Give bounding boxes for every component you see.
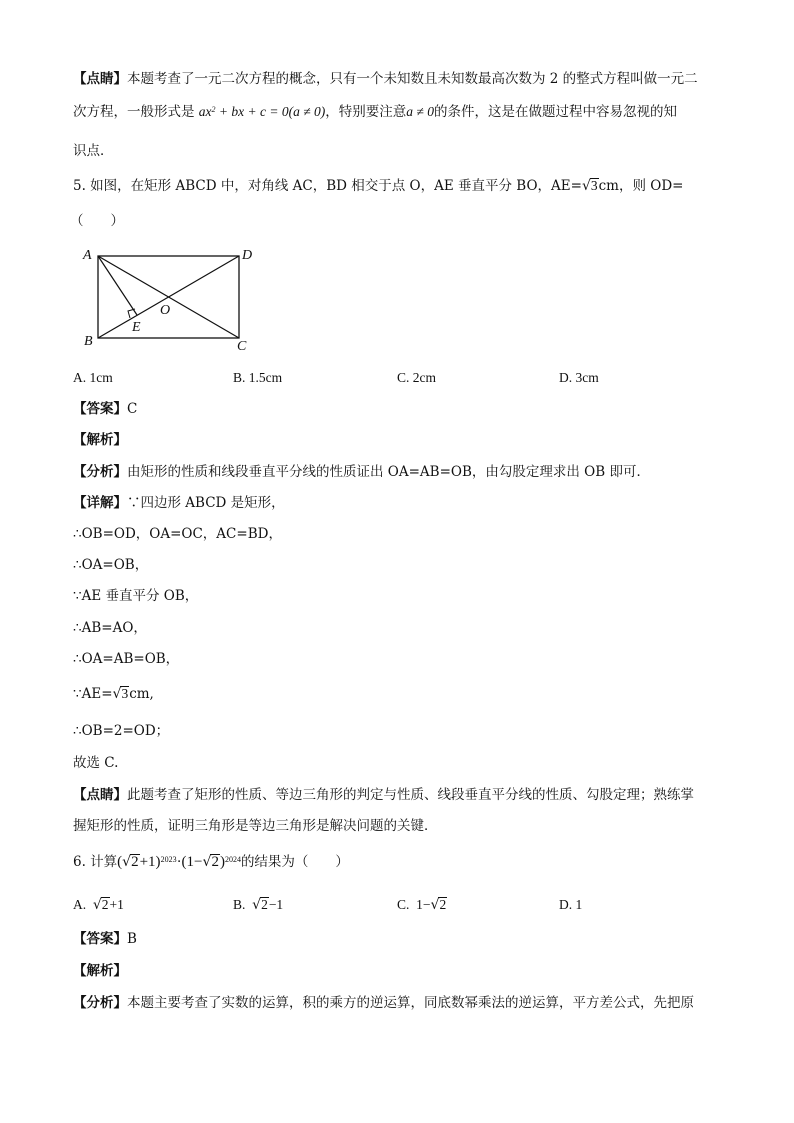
q5-fenxi: 【分析】由矩形的性质和线段垂直平分线的性质证出 OA=AB=OB，由勾股定理求出 OB 即可． <box>73 464 650 480</box>
label-d: D <box>242 248 253 263</box>
q5-option-b: B. 1.5cm <box>233 370 283 385</box>
q5-stem: 5. 如图，在矩形 ABCD 中，对角线 AC，BD 相交于点 O，AE 垂直平分 BO，AE=√3cm，则 OD= <box>73 178 684 194</box>
label-b: B <box>84 334 93 349</box>
q5-step-5: ∴OA=AB=OB， <box>73 651 180 667</box>
q6-answer: 【答案】B <box>73 931 137 947</box>
q5-answer: 【答案】C <box>73 401 138 417</box>
general-form-formula: $ax^2$ + bx + c = 0(a ≠ 0) <box>198 104 326 119</box>
q5-option-c: C. 2cm <box>397 370 436 385</box>
q6-option-d: D. 1 <box>559 897 583 912</box>
q5-tip-line-1: 【点睛】此题考查了矩形的性质、等边三角形的判定与性质、线段垂直平分线的性质、勾股定理；熟练掌 <box>73 787 694 803</box>
q6-option-a: A. √2+1 <box>73 897 124 913</box>
q5-option-d: D. 3cm <box>559 370 599 385</box>
rectangle-figure <box>80 242 260 357</box>
q6-options <box>73 896 733 916</box>
q6-stem: 6. 计算$(√2+1)^{2023}\cdot(1-√2)^{2024}$的结果为（ ） <box>73 854 349 870</box>
q5-conclusion: 故选 C. <box>73 755 119 771</box>
q6-fenxi: 【分析】本题主要考查了实数的运算，积的乘方的逆运算，同底数幂乘法的逆运算，平方差公式，先把原 <box>73 995 694 1011</box>
tip-tag: 【点睛】 <box>73 71 127 87</box>
label-a: A <box>83 248 92 263</box>
sqrt-symbol: √ <box>581 178 591 194</box>
label-c: C <box>237 339 247 354</box>
q6-analysis-tag: 【解析】 <box>73 963 127 979</box>
q5-detail: 【详解】∵四边形 ABCD 是矩形， <box>73 495 285 511</box>
q5-step-3: ∵AE 垂直平分 OB， <box>73 588 199 604</box>
q5-step-4: ∴AB=AO， <box>73 620 147 636</box>
q5-step-1: ∴OB=OD，OA=OC，AC=BD， <box>73 526 282 542</box>
label-o: O <box>160 303 171 318</box>
q6-option-b: B. √2−1 <box>233 897 284 913</box>
sqrt-3: 3 <box>590 178 598 193</box>
q5-step-ob: ∴OB=2=OD； <box>73 723 170 739</box>
q5-step-ae: ∵AE=√3cm, <box>73 686 154 702</box>
condition-formula: a ≠ 0 <box>406 104 434 119</box>
q5-step-2: ∴OA=OB， <box>73 557 149 573</box>
q4-tip-line-3: 识点． <box>73 143 114 159</box>
q5-tip-line-2: 握矩形的性质，证明三角形是等边三角形是解决问题的关键． <box>73 818 438 834</box>
q5-option-a: A. 1cm <box>73 370 113 385</box>
segment-ae <box>98 256 137 315</box>
q5-analysis-tag: 【解析】 <box>73 432 127 448</box>
q5-paren: （ ） <box>70 213 124 229</box>
label-e: E <box>132 320 141 335</box>
q5-options <box>73 369 733 387</box>
q4-tip-line-2: 次方程，一般形式是 $ax^2$ + bx + c = 0(a ≠ 0)，特别要注意a ≠ 0的条件，这是在做题过程中容易忽视的知 <box>73 104 677 120</box>
q4-tip-line-1: 【点睛】本题考查了一元二次方程的概念，只有一个未知数且未知数最高次数为 2 的整式方程叫做一元二 <box>73 71 698 87</box>
expression: $(√2+1)^{2023}\cdot(1-√2)^{2024}$ <box>117 854 241 870</box>
q6-option-c: C. 1−√2 <box>397 897 447 913</box>
